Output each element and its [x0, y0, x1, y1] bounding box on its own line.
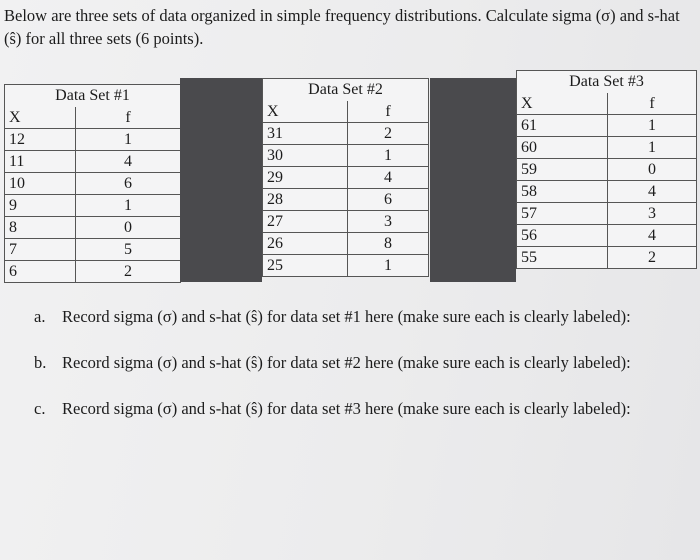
- x-cell: 56: [517, 225, 608, 247]
- f-cell: 2: [76, 261, 181, 283]
- x-header: X: [517, 93, 608, 115]
- f-cell: 1: [76, 129, 181, 151]
- x-cell: 25: [263, 255, 348, 277]
- f-cell: 6: [348, 189, 429, 211]
- question-text: Record sigma (σ) and s-hat (ŝ) for data set #3 here (make sure each is clearly labeled):: [62, 399, 631, 418]
- table-row: [5, 217, 181, 239]
- f-cell: 1: [608, 137, 697, 159]
- x-cell: 7: [5, 239, 76, 261]
- x-cell: 57: [517, 203, 608, 225]
- f-cell: 1: [76, 195, 181, 217]
- questions: [34, 306, 674, 444]
- instructions: Below are three sets of data organized in simple frequency distributions. Calculate sigma (σ) and s-hat (ŝ) for all three sets (6 points).: [4, 6, 680, 48]
- data-set-2-title: Data Set #2: [263, 79, 429, 102]
- table-row: [517, 225, 697, 247]
- x-cell: 61: [517, 115, 608, 137]
- question-a: [34, 306, 674, 328]
- table-row: [517, 159, 697, 181]
- table-row: [5, 173, 181, 195]
- table-row: [5, 151, 181, 173]
- x-cell: 12: [5, 129, 76, 151]
- data-set-3-title: Data Set #3: [517, 71, 697, 94]
- x-cell: 9: [5, 195, 76, 217]
- f-header: f: [608, 93, 697, 115]
- question-text: Record sigma (σ) and s-hat (ŝ) for data set #1 here (make sure each is clearly labeled):: [62, 307, 631, 326]
- table-row: [5, 195, 181, 217]
- x-cell: 31: [263, 123, 348, 145]
- f-cell: 4: [608, 181, 697, 203]
- x-header: X: [263, 101, 348, 123]
- x-cell: 27: [263, 211, 348, 233]
- f-cell: 4: [608, 225, 697, 247]
- question-label: c.: [34, 399, 46, 418]
- f-cell: 1: [608, 115, 697, 137]
- table-row: [517, 137, 697, 159]
- table-row: [517, 203, 697, 225]
- shaded-gap: [430, 78, 516, 282]
- f-cell: 5: [76, 239, 181, 261]
- f-cell: 2: [348, 123, 429, 145]
- x-cell: 58: [517, 181, 608, 203]
- f-header: f: [76, 107, 181, 129]
- x-cell: 10: [5, 173, 76, 195]
- frequency-tables: [4, 73, 698, 286]
- table-row: [263, 255, 429, 277]
- x-cell: 59: [517, 159, 608, 181]
- data-set-1-table: [4, 84, 181, 283]
- f-cell: 4: [348, 167, 429, 189]
- f-cell: 1: [348, 255, 429, 277]
- x-cell: 29: [263, 167, 348, 189]
- data-set-1-title: Data Set #1: [5, 85, 181, 108]
- f-cell: 3: [348, 211, 429, 233]
- x-cell: 28: [263, 189, 348, 211]
- f-cell: 6: [76, 173, 181, 195]
- data-set-2-table: [262, 78, 429, 277]
- f-cell: 0: [76, 217, 181, 239]
- table-row: [263, 123, 429, 145]
- f-cell: 3: [608, 203, 697, 225]
- f-header: f: [348, 101, 429, 123]
- x-cell: 30: [263, 145, 348, 167]
- data-set-3: [516, 70, 697, 269]
- x-cell: 11: [5, 151, 76, 173]
- table-row: [517, 181, 697, 203]
- table-row: [5, 261, 181, 283]
- x-cell: 60: [517, 137, 608, 159]
- x-cell: 6: [5, 261, 76, 283]
- question-label: b.: [34, 353, 47, 372]
- x-cell: 26: [263, 233, 348, 255]
- question-text: Record sigma (σ) and s-hat (ŝ) for data set #2 here (make sure each is clearly labeled):: [62, 353, 631, 372]
- table-row: [263, 211, 429, 233]
- x-cell: 55: [517, 247, 608, 269]
- table-row: [263, 233, 429, 255]
- table-row: [5, 129, 181, 151]
- shaded-gap: [180, 78, 262, 282]
- f-cell: 1: [348, 145, 429, 167]
- f-cell: 8: [348, 233, 429, 255]
- f-cell: 4: [76, 151, 181, 173]
- table-row: [517, 115, 697, 137]
- table-row: [263, 145, 429, 167]
- question-c: [34, 398, 674, 420]
- data-set-1: [4, 84, 181, 283]
- table-row: [5, 239, 181, 261]
- f-cell: 2: [608, 247, 697, 269]
- question-b: [34, 352, 674, 374]
- table-row: [263, 167, 429, 189]
- data-set-2: [262, 78, 429, 277]
- x-header: X: [5, 107, 76, 129]
- table-row: [263, 189, 429, 211]
- x-cell: 8: [5, 217, 76, 239]
- table-row: [517, 247, 697, 269]
- question-label: a.: [34, 307, 46, 326]
- data-set-3-table: [516, 70, 697, 269]
- f-cell: 0: [608, 159, 697, 181]
